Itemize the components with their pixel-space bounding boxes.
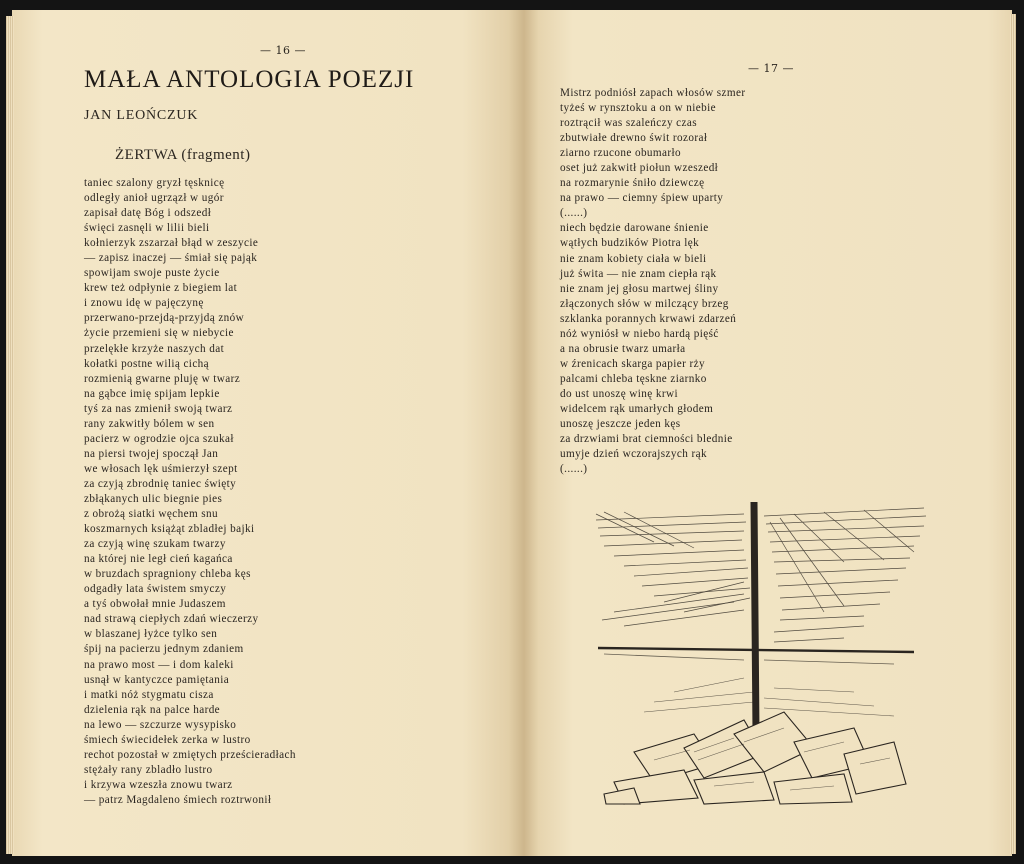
verse-line: krew też odpłynie z biegiem lat [84,282,238,295]
verse-line: Mistrz podniósł zapach włosów szmer [560,87,746,99]
verse-line: na gąbce imię spijam lepkie [84,387,220,400]
verse-line: umyje dzień wczorajszych rąk [560,448,707,461]
verse-line: złączonych słów w milczący brzeg [560,297,729,310]
verse-line: wątłych budzików Piotra lęk [560,237,700,250]
verse-line: koszmarnych książąt zbladłej bajki [84,523,255,536]
verse-line: taniec szalony gryzł tęsknicę [84,177,225,189]
verse-line: rechot pozostał w zmiętych prześcieradłach [84,748,296,761]
verse-line: we włosach lęk uśmierzył szept [84,462,238,475]
right-page [524,10,1012,856]
verse-line: — zapisz inaczej — śmiał się pająk [84,252,258,265]
verse-line: zapisał datę Bóg i odszedł [84,207,212,220]
verse-line: za czyją winę szukam twarzy [84,538,226,551]
verse-line: — patrz Magdaleno śmiech roztrwonił [84,793,272,806]
verse-line: z obrożą siatki węchem snu [84,508,219,521]
verse-line: nie znam jej głosu martwej śliny [560,282,719,295]
verse-line: kołnierzyk zszarzał błąd w zeszycie [84,237,259,250]
anthology-title: MAŁA ANTOLOGIA POEZJI [84,66,415,93]
page-edges [6,16,14,854]
verse-line: (......) [560,207,588,220]
verse-line: i znowu idę w pajęczynę [84,297,204,310]
book-spread [12,10,1012,856]
verse-line: na rozmarynie śniło dziewczę [560,177,705,190]
page-number: — 17 — [748,62,794,75]
verse-line: rozmienią gwarne pluję w twarz [84,372,241,385]
verse-line: (......) [560,463,588,476]
verse-line: unoszę jeszcze jeden kęs [560,418,681,431]
verse-line: szklanka porannych krwawi zdarzeń [560,312,737,325]
verse-line: kołatki postne wilią cichą [84,357,210,370]
verse-line: przelękłe krzyże naszych dat [84,342,225,355]
verse-line: widelcem rąk umarłych głodem [560,402,714,415]
verse-line: zbłąkanych ulic biegnie pies [84,492,223,505]
verse-line: w bruzdach spragniony chleba kęs [84,568,251,581]
verse-line: a tyś obwołał mnie Judaszem [84,598,226,611]
verse-line: i krzywa wzeszła znowu twarz [84,778,233,791]
verse-line: przerwano-przejdą-przyjdą znów [84,312,245,325]
verse-line: a na obrusie twarz umarła [560,342,686,355]
page-edges [1010,14,1016,854]
poem-title: ŻERTWA (fragment) [115,147,251,163]
left-page [12,10,524,856]
poem-verses [84,176,296,808]
verse-line: tyś za nas zmienił swoją twarz [84,402,233,415]
verse-line: w źrenicach skarga papier rży [560,357,705,370]
verse-line: nad strawą ciepłych zdań wieczerzy [84,613,259,626]
verse-line: odległy anioł ugrzązł w ugór [84,192,224,205]
verse-line: śmiech świecidełek zerka w lustro [84,733,251,746]
verse-line: i matki nóż stygmatu ciszа [84,688,214,701]
verse-line: śpij na pacierzu jednym zdaniem [84,643,244,656]
verse-line: niech będzie darowane śnienie [560,222,709,235]
verse-line: odgadły lata świstem smyczy [84,583,227,596]
verse-line: na piersi twojej spoczął Jan [84,447,219,460]
verse-line: ziarno rzucone obumarło [560,147,682,160]
verse-line: już świta — nie znam ciepła rąk [560,267,717,280]
verse-line: roztrącił was szaleńczy czas [560,117,697,130]
verse-line: święci zasnęli w lilii bieli [84,222,210,235]
verse-line: za czyją zbrodnię taniec święty [84,477,237,490]
verse-line: dzielenia rąk na palce harde [84,703,221,716]
ink-illustration [594,502,928,807]
verse-line: usnął w kantyczce pamiętania [84,673,230,686]
verse-line: na lewo — szczurze wysypisko [84,718,237,731]
verse-line: tyżeś w rynsztoku a on w niebie [560,102,716,115]
verse-line: stężały rany zbladło lustro [84,763,213,776]
poem-verses [560,86,746,477]
verse-line: za drzwiami brat ciemności blednie [560,433,733,446]
verse-line: zbutwiałe drewno świt rozorał [560,132,708,145]
verse-line: pacierz w ogrodzie ojca szukał [84,432,234,445]
author-name: JAN LEOŃCZUK [84,108,199,123]
page-number: — 16 — [260,44,306,57]
verse-line: na prawo most — i dom kaleki [84,658,234,671]
verse-line: życie przemieni się w niebycie [84,327,234,340]
verse-line: palcami chleba tęskne ziarnko [560,372,707,385]
verse-line: oset już zakwitł piołun wzeszedł [560,162,719,175]
verse-line: rany zakwitły bólem w sen [84,417,215,430]
verse-line: na prawo — ciemny śpiew uparty [560,192,724,205]
verse-line: w blaszanej łyżce tylko sen [84,628,218,641]
verse-line: nóż wyniósł w niebo hardą pięść [560,327,719,340]
verse-line: do ust unoszę winę krwi [560,387,678,400]
verse-line: na której nie legł cień kagańca [84,553,233,566]
verse-line: nie znam kobiety ciała w bieli [560,252,707,265]
verse-line: spowijam swoje puste życie [84,267,220,280]
